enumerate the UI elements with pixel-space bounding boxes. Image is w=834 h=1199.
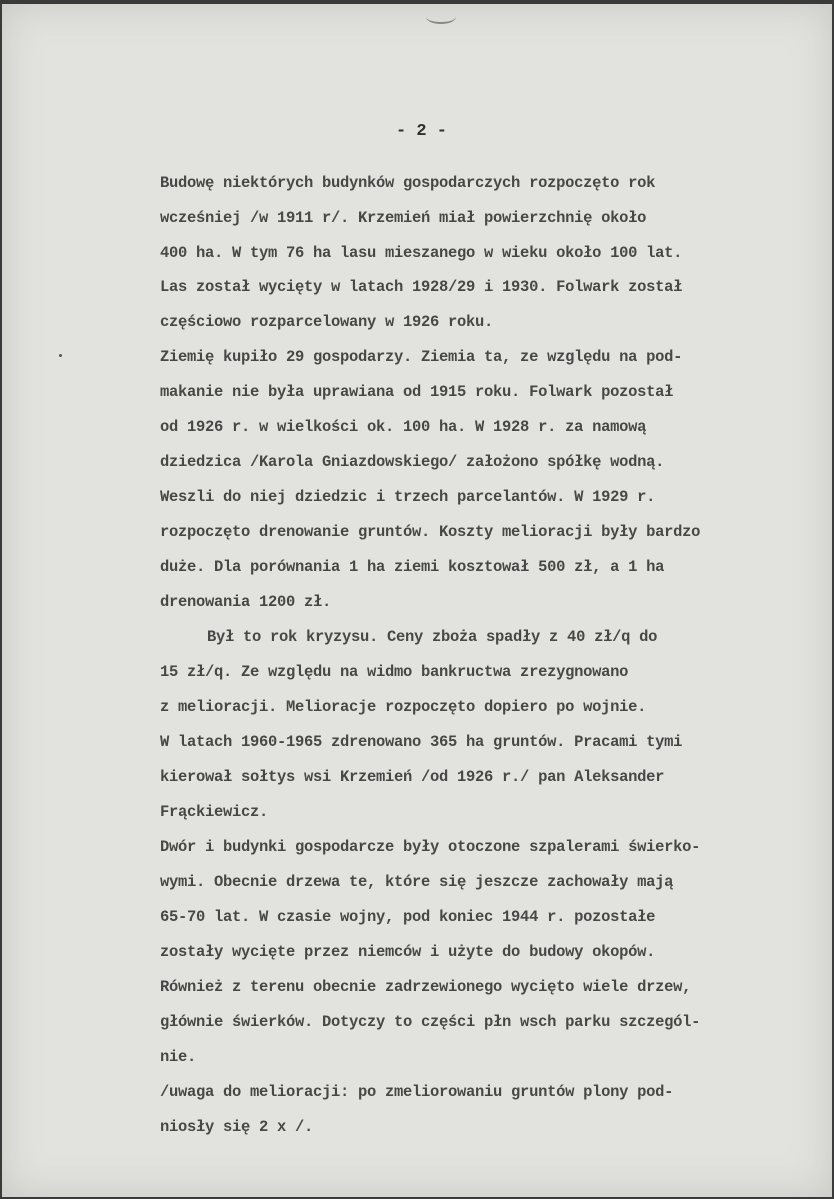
text-line: Ziemię kupiło 29 gospodarzy. Ziemia ta, ze względu na pod-: [160, 348, 683, 366]
text-line: 65-70 lat. W czasie wojny, pod koniec 1944 r. pozostałe: [160, 908, 656, 926]
text-line: od 1926 r. w wielkości ok. 100 ha. W 1928 r. za namową: [160, 418, 647, 436]
text-line: częściowo rozparcelowany w 1926 roku.: [160, 313, 494, 331]
text-line: Frąckiewicz.: [160, 803, 269, 821]
text-line: W latach 1960-1965 zdrenowano 365 ha gruntów. Pracami tymi: [160, 733, 683, 751]
text-line: makanie nie była uprawiana od 1915 roku. Folwark pozostał: [160, 383, 674, 401]
text-line: Dwór i budynki gospodarcze były otoczone szpalerami świerko-: [160, 838, 701, 856]
text-line: duże. Dla porównania 1 ha ziemi kosztował 500 zł, a 1 ha: [160, 558, 665, 576]
text-line: dziedzica /Karola Gniazdowskiego/ założono spółkę wodną.: [160, 453, 665, 471]
text-line: drenowania 1200 zł.: [160, 593, 332, 611]
text-line: wymi. Obecnie drzewa te, które się jeszcze zachowały mają: [160, 873, 674, 891]
text-line: wcześniej /w 1911 r/. Krzemień miał powierzchnię około: [160, 209, 647, 227]
text-line: Weszli do niej dziedzic i trzech parcelantów. W 1929 r.: [160, 488, 656, 506]
text-line: Budowę niektórych budynków gospodarczych rozpoczęto rok: [160, 174, 656, 192]
text-line: niosły się 2 x /.: [160, 1118, 314, 1136]
document-page: [2, 4, 832, 1197]
text-line: 400 ha. W tym 76 ha lasu mieszanego w wieku około 100 lat.: [160, 244, 683, 262]
text-line: z melioracji. Melioracje rozpoczęto dopiero po wojnie.: [160, 698, 647, 716]
margin-dot: [59, 354, 62, 357]
text-line: 15 zł/q. Ze względu na widmo bankructwa zrezygnowano: [160, 663, 629, 681]
text-line: Las został wycięty w latach 1928/29 i 1930. Folwark został: [160, 278, 683, 296]
text-line: nie.: [160, 1048, 197, 1066]
text-line: rozpoczęto drenowanie gruntów. Koszty melioracji były bardzo: [160, 523, 701, 541]
staple-mark: [426, 10, 456, 24]
text-line: Był to rok kryzysu. Ceny zboża spadły z 40 zł/q do: [207, 628, 658, 646]
text-line: /uwaga do melioracji: po zmeliorowaniu gruntów plony pod-: [160, 1083, 674, 1101]
text-line: zostały wycięte przez niemców i użyte do budowy okopów.: [160, 943, 656, 961]
text-line: Również z terenu obecnie zadrzewionego wycięto wiele drzew,: [160, 978, 692, 996]
page-number: - 2 -: [396, 122, 448, 141]
text-line: głównie świerków. Dotyczy to części płn wsch parku szczegól-: [160, 1013, 701, 1031]
text-line: kierował sołtys wsi Krzemień /od 1926 r./ pan Aleksander: [160, 768, 665, 786]
